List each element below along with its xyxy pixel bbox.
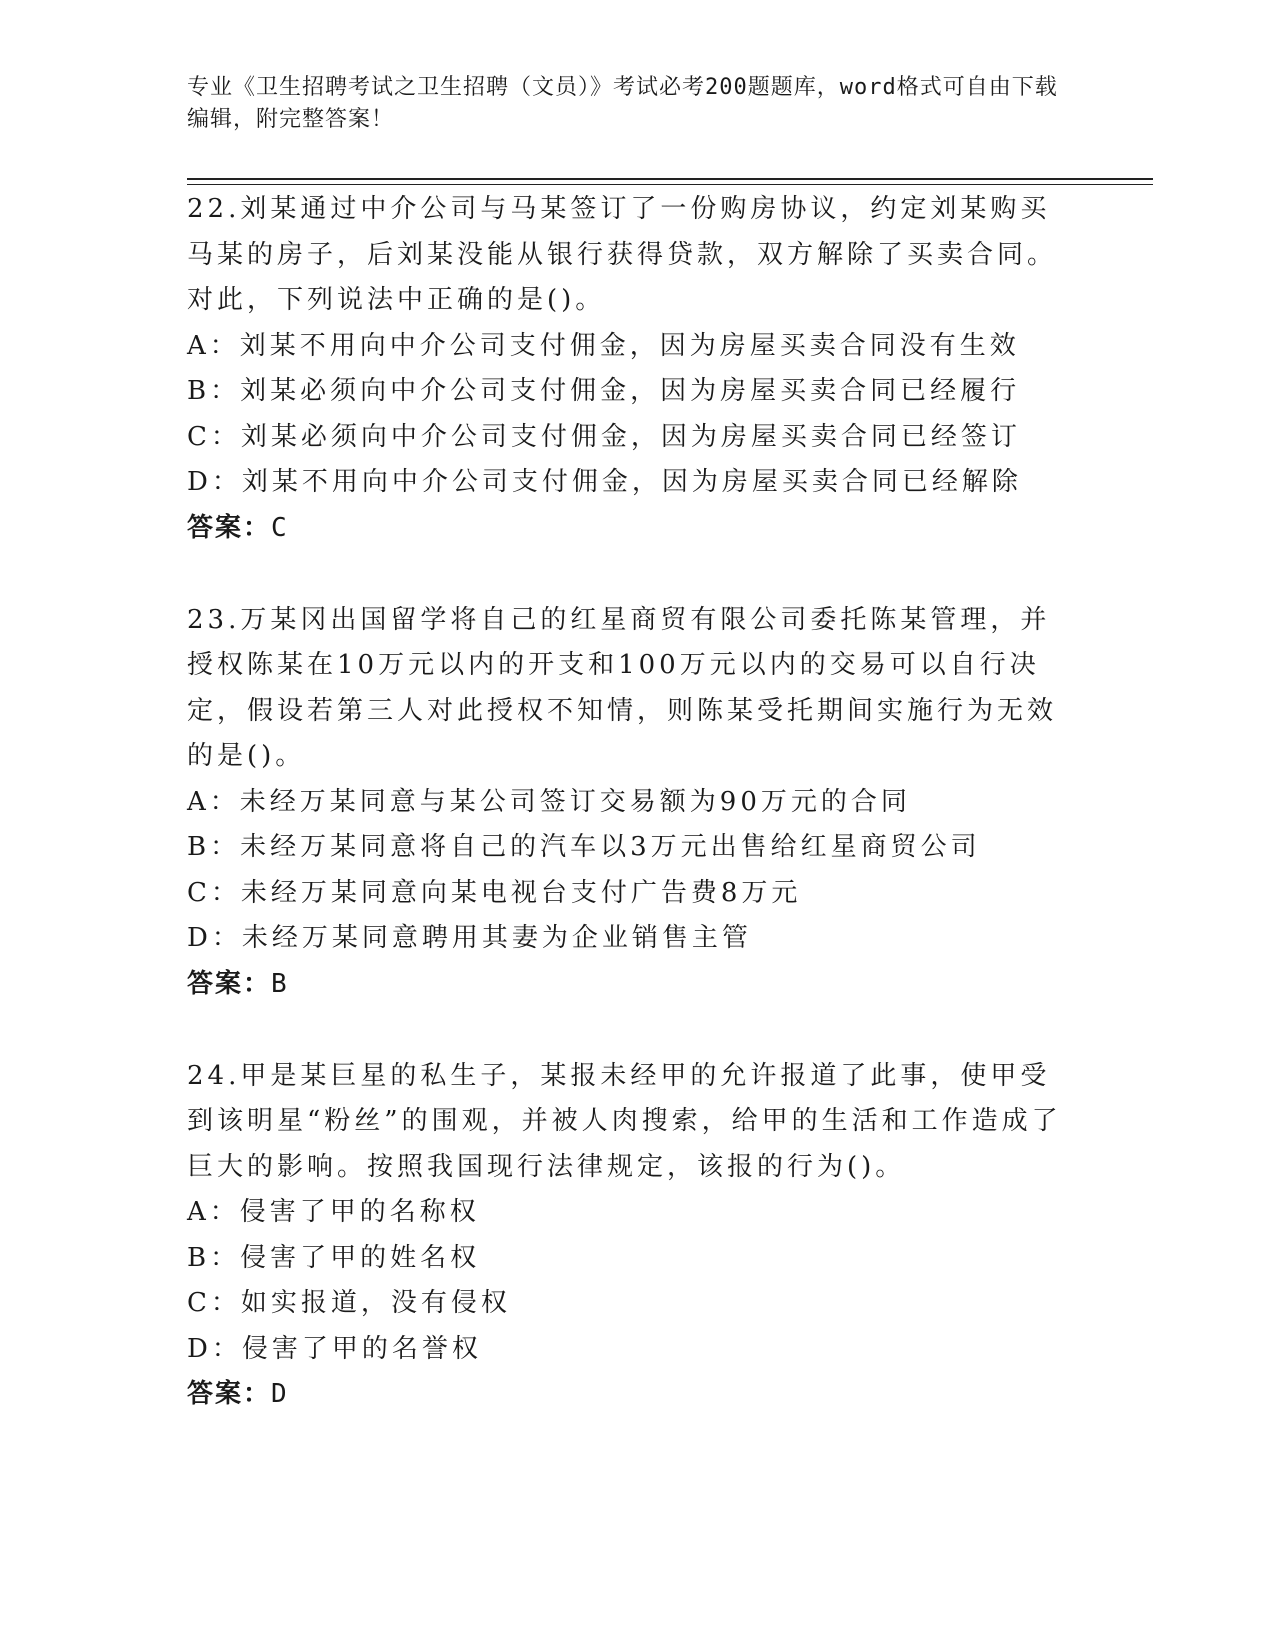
answer-label: 答案：: [187, 968, 272, 999]
question-list: [187, 187, 1087, 1464]
answer-value: D: [271, 1379, 287, 1409]
answer-value: B: [271, 968, 287, 999]
option-d: D：侵害了甲的名誉权: [187, 1333, 482, 1364]
answer-label: 答案：: [187, 1379, 272, 1409]
answer-line: [187, 506, 1087, 551]
header-rule-thin: [187, 184, 1153, 185]
option-c: C：刘某必须向中介公司支付佣金，因为房屋买卖合同已经签订: [187, 421, 1021, 452]
option-b: B：侵害了甲的姓名权: [187, 1242, 481, 1273]
option-d: D：刘某不用向中介公司支付佣金，因为房屋买卖合同已经解除: [187, 467, 1022, 497]
question-text: 22.刘某通过中介公司与马某签订了一份购房协议，约定刘某购买马某的房子，后刘某没能从银行获得贷款，双方解除了买卖合同。对此，下列说法中正确的是()。: [187, 194, 1058, 315]
option-c: C：如实报道，没有侵权: [187, 1288, 511, 1318]
answer-value: C: [271, 512, 287, 543]
header-rule-thick: [187, 178, 1153, 180]
answer-label: 答案：: [187, 512, 272, 543]
question-text: 23.万某冈出国留学将自己的红星商贸有限公司委托陈某管理，并授权陈某在10万元以内的开支和100万元以内的交易可以自行决定，假设若第三人对此授权不知情，则陈某受托期间实施行为无效的是()。: [187, 604, 1058, 771]
option-a: A：侵害了甲的名称权: [187, 1197, 480, 1227]
question-24: [187, 1054, 1087, 1418]
option-c: C：未经万某同意向某电视台支付广告费8万元: [187, 877, 802, 908]
question-text: 24.甲是某巨星的私生子，某报未经甲的允许报道了此事，使甲受到该明星“粉丝”的围观，并被人肉搜索，给甲的生活和工作造成了巨大的影响。按照我国现行法律规定，该报的行为()。: [187, 1060, 1062, 1182]
answer-line: [187, 1372, 1087, 1417]
option-b: B：未经万某同意将自己的汽车以3万元出售给红星商贸公司: [187, 832, 981, 862]
document-header: 专业《卫生招聘考试之卫生招聘（文员）》考试必考200题题库，word格式可自由下载编辑，附完整答案！: [187, 75, 1058, 132]
option-d: D：未经万某同意聘用其妻为企业销售主管: [187, 923, 752, 953]
option-b: B：刘某必须向中介公司支付佣金，因为房屋买卖合同已经履行: [187, 376, 1021, 406]
question-22: [187, 187, 1087, 551]
option-a: A：未经万某同意与某公司签订交易额为90万元的合同: [187, 786, 911, 817]
option-a: A：刘某不用向中介公司支付佣金，因为房屋买卖合同没有生效: [187, 330, 1020, 361]
answer-line: [187, 962, 1087, 1007]
question-23: [187, 598, 1087, 1007]
